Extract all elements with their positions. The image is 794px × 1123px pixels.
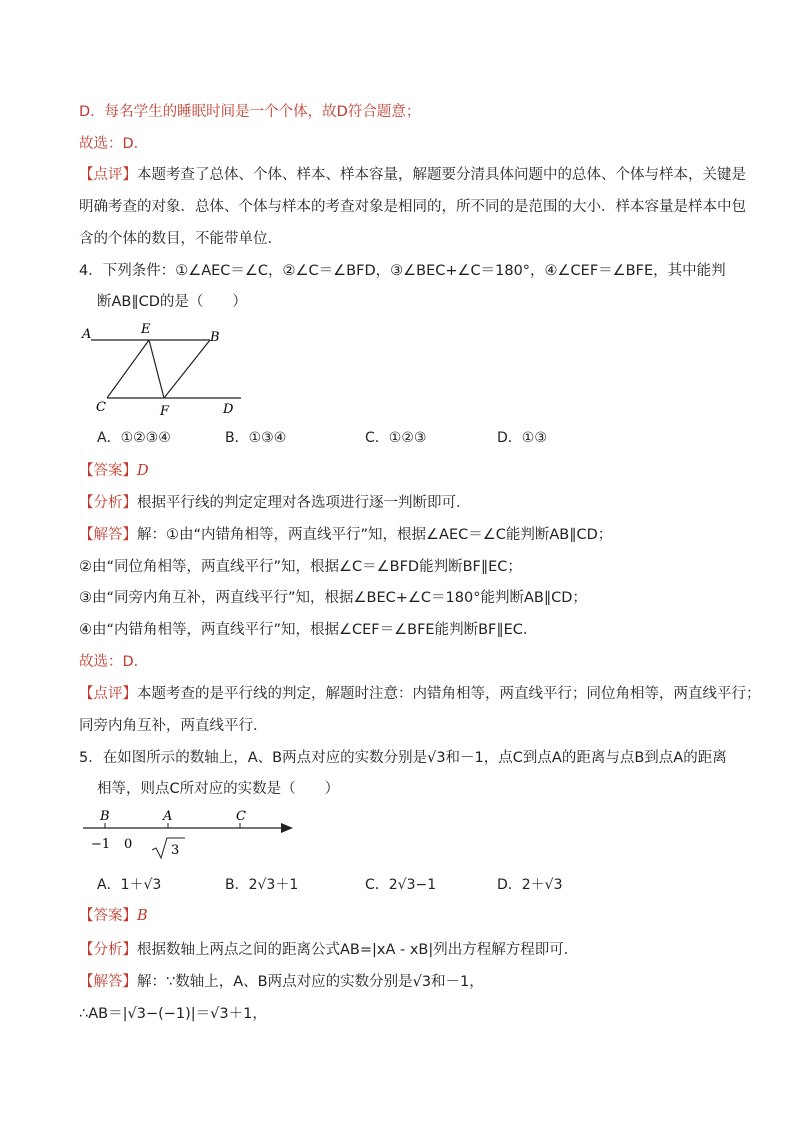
q4-comment-1: 本题考查的是平行线的判定，解题时注意：内错角相等，两直线平行；同位角相等，两直线平行； [137,686,761,702]
q4-option-d: D．①③ [497,430,547,446]
q4-answer: D [137,463,149,479]
minus-one-label: −1 [91,837,111,852]
q5-stem-2: 相等，则点C所对应的实数是（ ） [97,781,340,797]
comment-line-3: 含的个体的数目，不能带单位． [79,231,282,247]
label-b: B [210,330,220,345]
q5-answer: B [137,908,148,924]
sqrt-sign [152,838,185,858]
option-d-explanation: D．每名学生的睡眠时间是一个个体，故D符合题意； [79,104,421,120]
q4-option-c: C．①②③ [365,430,427,446]
q4-comment-line-1 [79,684,761,704]
q4-solution-tag: 【解答】 [79,527,137,543]
label-f: F [160,404,170,418]
label-d: D [223,402,234,417]
q4-analysis-tag: 【分析】 [79,495,137,511]
q5-analysis-tag: 【分析】 [79,942,137,958]
q5-analysis-line [79,940,578,960]
q4-analysis: 根据平行线的判定定理对各选项进行逐一判断即可． [137,495,471,511]
comment-line-1 [79,165,746,185]
q4-stem-1: 4．下列条件：①∠AEC＝∠C，②∠C＝∠BFD，③∠BEC+∠C＝180°，④∠CEF＝∠BFE，其中能判 [79,263,726,279]
choose-line [79,134,148,154]
q5-answer-line [79,906,148,926]
comment-tag: 【点评】 [79,167,137,183]
q4-comment-line-2: 同旁内角互补，两直线平行． [79,718,268,734]
q4-comment-tag: 【点评】 [79,686,137,702]
point-c-label: C [236,809,246,824]
axis-arrow [281,823,293,833]
q5-solution-1: 解：∵数轴上，A、B两点对应的实数分别是√3和－1， [137,974,484,990]
q4-answer-line [79,461,149,481]
q5-option-b: B．2√3＋1 [225,877,299,893]
label-a: A [82,327,92,342]
q5-option-d: D．2＋√3 [497,877,563,893]
choose-text: 故选：D． [79,136,149,152]
point-a-label: A [163,809,173,824]
q4-analysis-line [79,493,471,513]
q5-option-a: A．1＋√3 [97,877,162,893]
q5-answer-tag: 【答案】 [79,908,137,924]
q4-figure [79,318,249,418]
q5-stem-1: 5．在如图所示的数轴上，A、B两点对应的实数分别是√3和－1，点C到点A的距离与点B到点A的距离 [79,750,727,766]
q4-option-b: B．①③④ [225,430,287,446]
point-b-label: B [100,809,110,824]
sqrt3-radicand: 3 [171,843,180,858]
q4-solution-line-3: ③由“同旁内角互补，两直线平行”知，根据∠BEC+∠C＝180°能判断AB∥CD； [79,590,587,606]
zero-label: 0 [124,837,133,852]
q5-number-line [79,806,299,864]
q4-answer-tag: 【答案】 [79,463,137,479]
q5-option-c: C．2√3−1 [365,877,437,893]
q4-option-a: A．①②③④ [97,430,171,446]
label-c: C [96,400,106,415]
segment-ef [149,340,164,398]
q4-solution-1: 解：①由“内错角相等，两直线平行”知，根据∠AEC＝∠C能判断AB∥CD； [137,527,613,543]
q4-solution-line-1 [79,525,612,545]
q4-solution-line-4: ④由“内错角相等，两直线平行”知，根据∠CEF＝∠BFE能判断BF∥EC． [79,622,538,638]
comment-text-1: 本题考查了总体、个体、样本、样本容量，解题要分清具体问题中的总体、个体与样本，关键是 [137,167,746,183]
label-e: E [141,322,151,337]
segment-ec [107,340,149,398]
q4-stem-2: 断AB∥CD的是（ ） [97,294,247,310]
q4-choose: 故选：D． [79,654,149,670]
q5-solution-tag: 【解答】 [79,974,137,990]
q5-solution-line-2: ∴AB＝|√3−(−1)|＝√3＋1， [79,1006,267,1022]
segment-bf [164,340,210,398]
q5-analysis: 根据数轴上两点之间的距离公式AB=|xA - xB|列出方程解方程即可． [137,942,579,958]
comment-line-2: 明确考查的对象．总体、个体与样本的考查对象是相同的，所不同的是范围的大小．样本容量是样本中包 [79,199,746,215]
q4-solution-line-2: ②由“同位角相等，两直线平行”知，根据∠C＝∠BFD能判断BF∥EC； [79,559,522,575]
q5-solution-line-1 [79,972,484,992]
